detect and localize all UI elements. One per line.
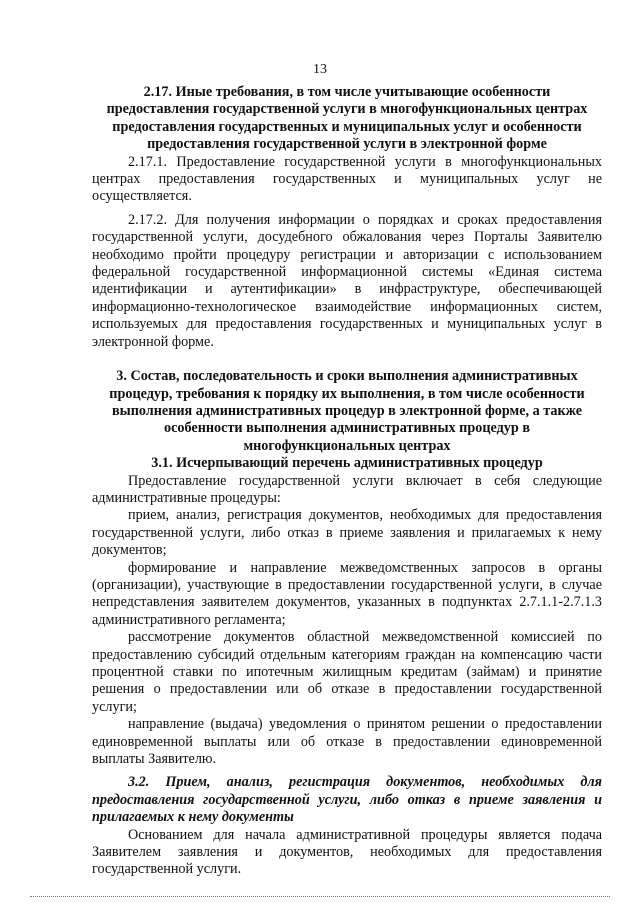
page-content	[92, 84, 602, 879]
section-2-17-heading	[92, 84, 602, 154]
list-item: прием, анализ, регистрация документов, необходимых для предоставления государственной услуги, либо отказ в приеме заявления и прилагаемых к нему документов;	[92, 507, 602, 559]
section-3-heading	[92, 368, 602, 455]
paragraph-2-17-1: 2.17.1. Предоставление государственной услуги в многофункциональных центрах предоставления государственных и муниципальных услуг не осуществляется.	[92, 153, 602, 205]
section-heading-line: предоставления государственной услуги в многофункциональных центрах	[106, 101, 588, 118]
list-item: рассмотрение документов областной межведомственной комиссией по предоставлению субсидий отдельным категориям граждан на компенсацию части процентной ставки по ипотечным жилищным кредитам (займам) и принятие решения о предоставлении или об отказе в предоставлении государственной услуги;	[92, 629, 602, 715]
paragraph-3-1-intro: Предоставление государственной услуги включает в себя следующие административные процедуры:	[92, 472, 602, 506]
section-heading-line: 2.17. Иные требования, в том числе учитывающие особенности	[143, 84, 551, 100]
section-heading-line: предоставления государственных и муниципальных услуг и особенности	[112, 118, 582, 135]
section-heading-line: предоставления государственной услуги в электронной форме	[147, 136, 547, 153]
paragraph-2-17-2: 2.17.2. Для получения информации о порядках и сроках предоставления государственной услуги, досудебного обжалования через Порталы Заявителю необходимо пройти процедуру регистрации и авторизации с использованием федеральной государственной информационной системы «Единая система идентификации и аутентификации» в инфраструктуре, обеспечивающей информационно-технологическое взаимодействие информационных систем, используемых для предоставления государственных и муниципальных услуг в электронной форме.	[92, 211, 602, 350]
list-item: направление (выдача) уведомления о принятом решении о предоставлении единовременной выплаты или об отказе в предоставлении единовременной выплаты Заявителю.	[92, 716, 602, 768]
section-heading-line: процедур, требования к порядку их выполнения, в том числе особенности	[109, 385, 585, 402]
section-3-1-heading: 3.1. Исчерпывающий перечень административных процедур	[151, 455, 543, 472]
section-heading-line: многофункциональных центрах	[243, 437, 451, 454]
bottom-edge-rule	[30, 896, 610, 897]
section-heading-line: особенности выполнения административных процедур в	[164, 420, 530, 437]
section-heading-line: выполнения административных процедур в электронной форме, а также	[111, 402, 583, 419]
list-item: формирование и направление межведомственных запросов в органы (организации), участвующие в предоставлении государственной услуги, в случае непредставления заявителем документов, указанных в подпунктах 2.7.1.1-2.7.1.3 административного регламента;	[92, 559, 602, 628]
paragraph-3-2-1: Основанием для начала административной процедуры является подача Заявителем заявления и документов, необходимых для предоставления государственной услуги.	[92, 826, 602, 878]
section-3-2-heading: 3.2. Прием, анализ, регистрация документов, необходимых для предоставления государственной услуги, либо отказ в приеме заявления и прилагаемых к нему документы	[92, 774, 602, 826]
page-number: 13	[313, 62, 327, 77]
section-heading-line: 3. Состав, последовательность и сроки выполнения административных	[116, 368, 578, 385]
